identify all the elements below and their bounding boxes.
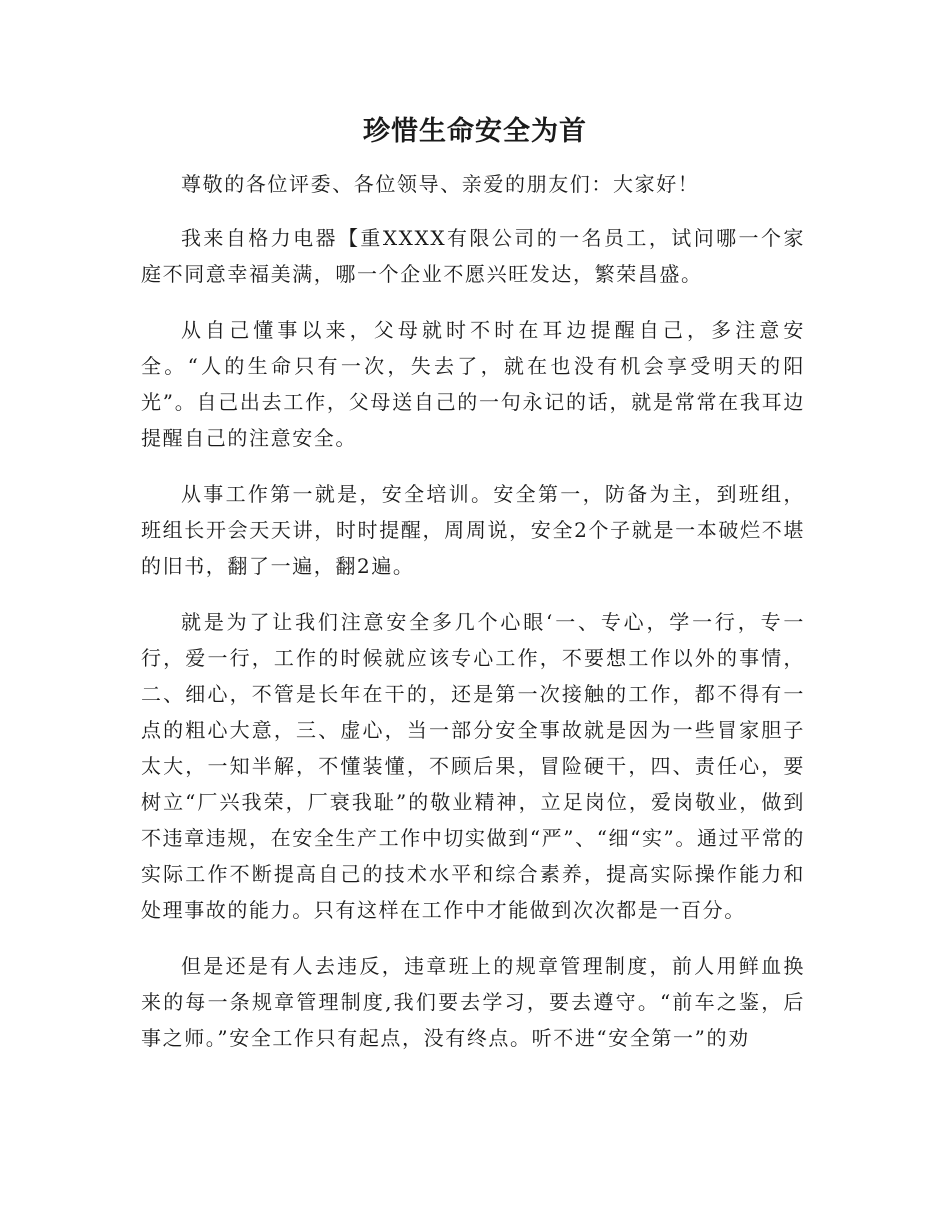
paragraph-parents-advice: 从自己懂事以来，父母就时不时在耳边提醒自己，多注意安全。“人的生命只有一次，失去了，就在也没有机会享受明天的阳光”。自己出去工作，父母送自己的一句永记的话，就是常常在我耳边提醒自己的注意安全。 bbox=[141, 318, 805, 450]
document-body bbox=[141, 166, 805, 1076]
paragraph-safety-training: 从事工作第一就是，安全培训。安全第一，防备为主，到班组，班组长开会天天讲，时时提醒，周周说，安全2个子就是一本破烂不堪的旧书，翻了一遍，翻2遍。 bbox=[141, 482, 805, 578]
paragraph-introduction: 我来自格力电器【重XXXX有限公司的一名员工，试问哪一个家庭不同意幸福美满，哪一个企业不愿兴旺发达，繁荣昌盛。 bbox=[141, 226, 805, 286]
document-title: 珍惜生命安全为首 bbox=[363, 116, 587, 147]
paragraph-rules: 但是还是有人去违反，违章班上的规章管理制度，前人用鲜血换来的每一条规章管理制度,我们要去学习，要去遵守。“前车之鉴，后事之师。”安全工作只有起点，没有终点。听不进“安全第一”的劝 bbox=[141, 954, 805, 1050]
paragraph-four-hearts: 就是为了让我们注意安全多几个心眼‘一、专心，学一行，专一行，爱一行，工作的时候就应该专心工作，不要想工作以外的事情，二、细心，不管是长年在干的，还是第一次接触的工作，都不得有一点的粗心大意，三、虚心，当一部分安全事故就是因为一些冒家胆子太大，一知半解，不懂装懂，不顾后果，冒险硬干，四、责任心，要树立“厂兴我荣，厂衰我耻”的敬业精神，立足岗位，爱岗敬业，做到不违章违规，在安全生产工作中切实做到“严”、“细“实”。通过平常的实际工作不断提高自己的技术水平和综合素养，提高实际操作能力和处理事故的能力。只有这样在工作中才能做到次次都是一百分。 bbox=[141, 610, 805, 922]
paragraph-greeting: 尊敬的各位评委、各位领导、亲爱的朋友们：大家好！ bbox=[181, 172, 700, 196]
